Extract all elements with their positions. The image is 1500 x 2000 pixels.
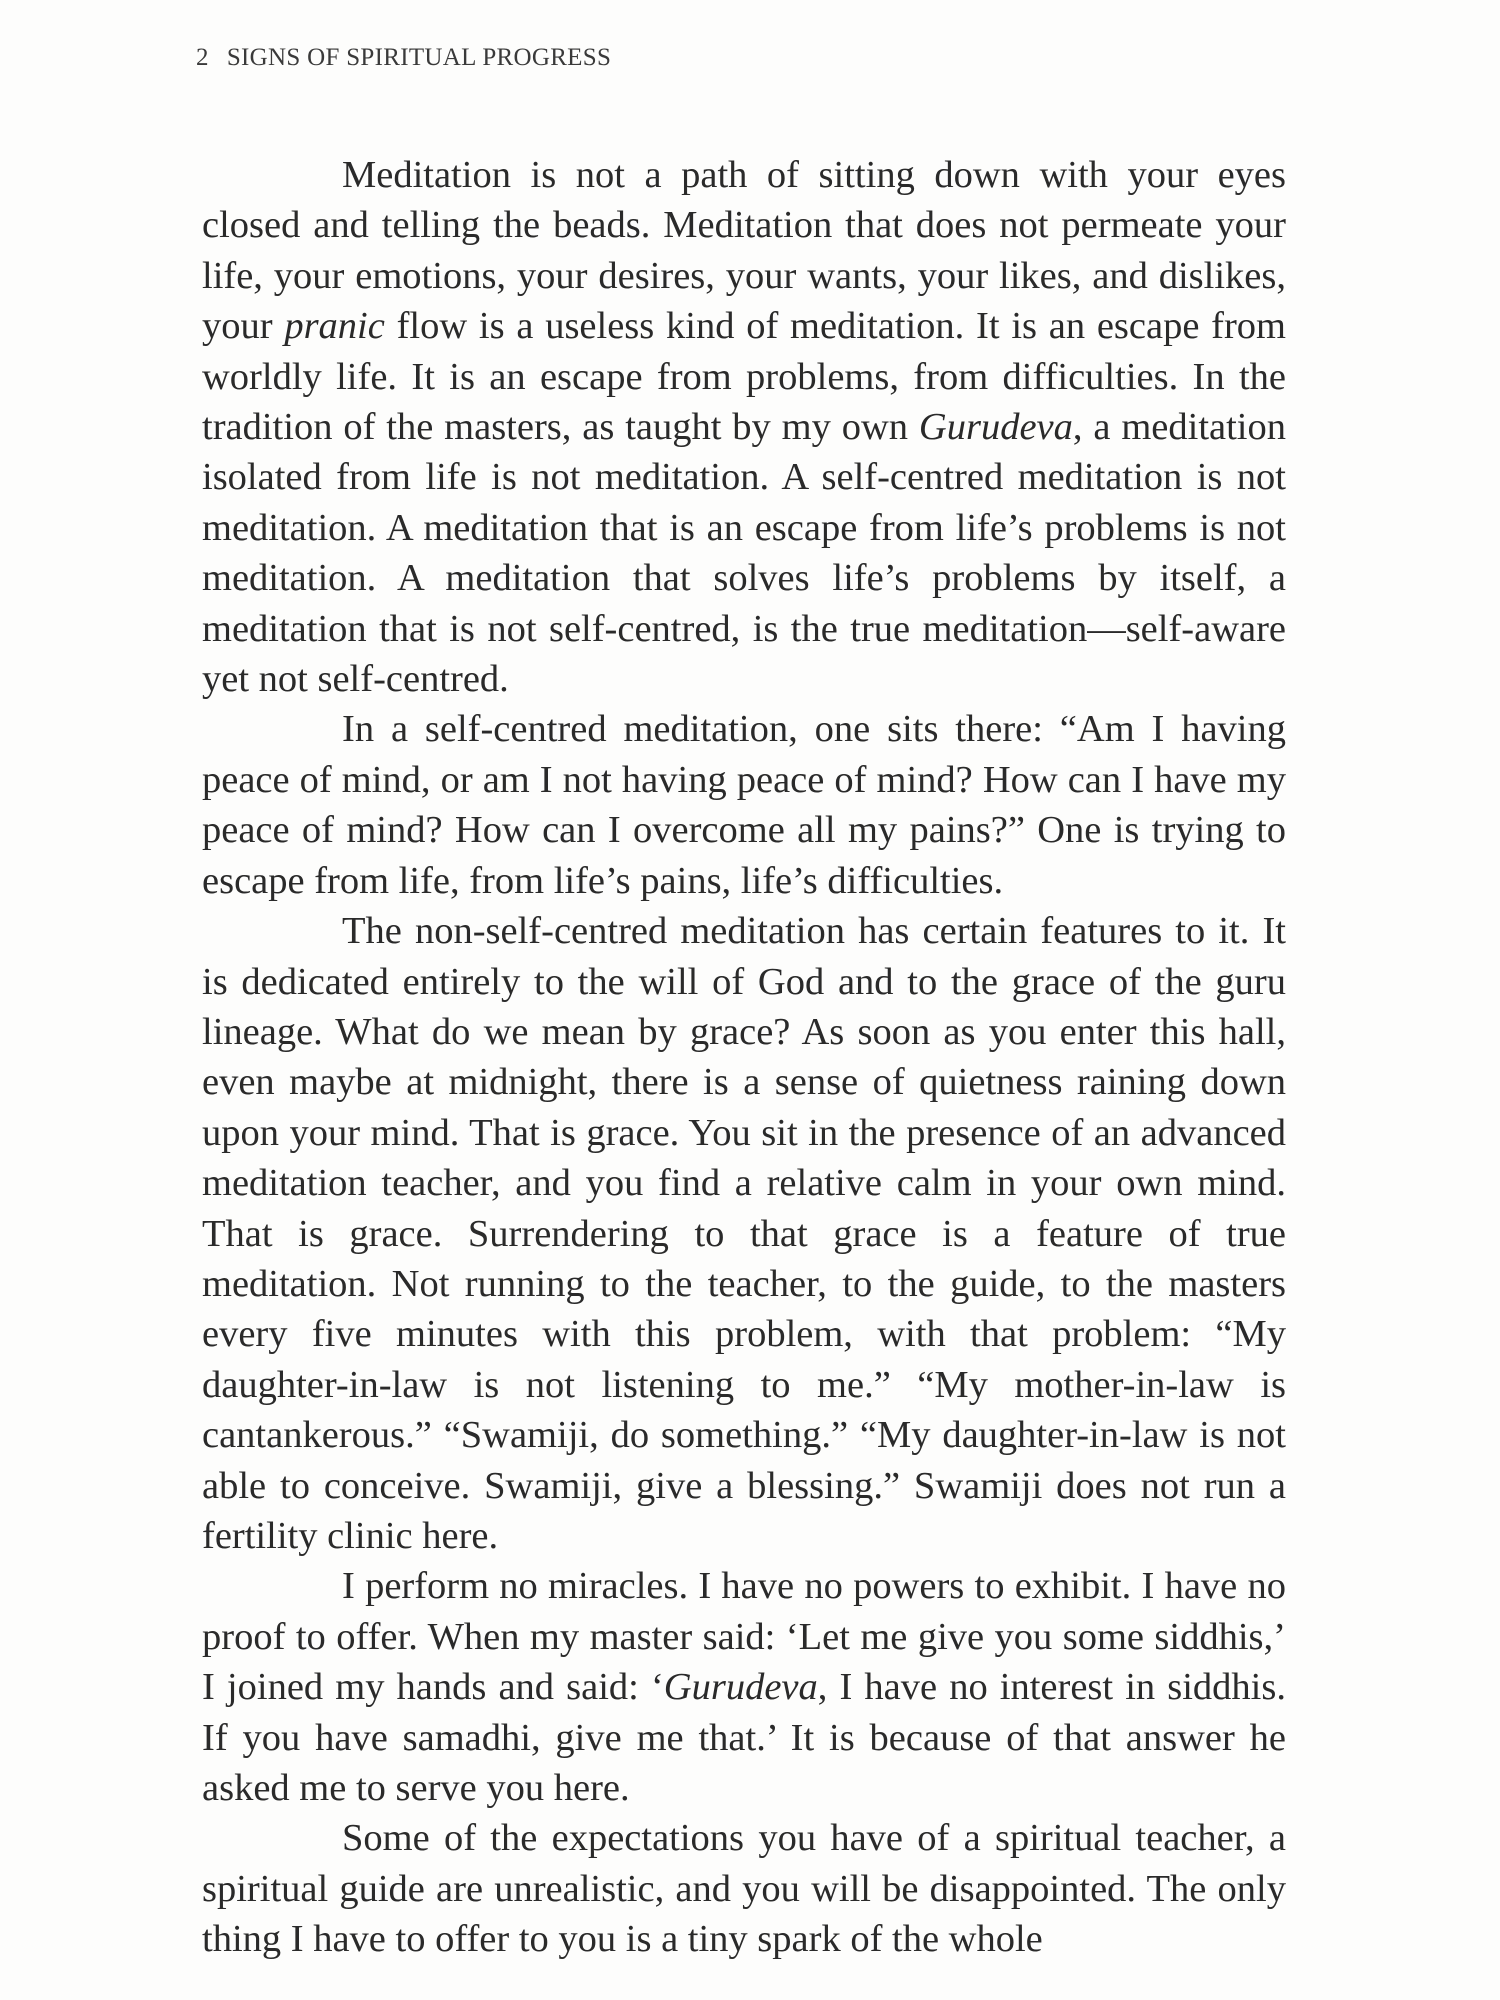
running-head <box>196 44 611 72</box>
paragraph-3: The non-self-centred meditation has certain features to it. It is dedicated entirely to the will of God and to the grace of the guru lineage. What do we mean by grace? As soon as you enter this hall, even maybe at midnight, there is a sense of quietness raining down upon your mind. That is grace. You sit in the presence of an advanced meditation teacher, and you find a relative calm in your own mind. That is grace. Surrendering to that grace is a feature of true meditation. Not running to the teacher, to the guide, to the masters every five minutes with this problem, with that problem: “My daughter-in-law is not listening to me.” “My mother-in-law is cantankerous.” “Swamiji, do something.” “My daughter-in-law is not able to conceive. Swamiji, give a blessing.” Swamiji does not run a fertility clinic here. <box>202 910 1286 1557</box>
paragraph-1-text-e: , a meditation isolated from life is not meditation. A self-centred meditation is not meditation. A meditation that is an escape from life’s problems is not meditation. A meditation that solves life’s problems by itself, a meditation that is not self-centred, is the true meditation—self-aware yet not self-centred. <box>202 406 1287 701</box>
paragraph-1 <box>202 150 1286 704</box>
paragraph-4-text-c: , I have no interest in siddhis. If you have samadhi, give me that.’ It is because of that answer he asked me to serve you here. <box>202 1666 1286 1809</box>
paragraph-1-italic-pranic: pranic <box>284 305 385 348</box>
paragraph-4-italic-gurudeva: Gurudeva <box>663 1666 818 1709</box>
running-title: SIGNS OF SPIRITUAL PROGRESS <box>226 44 612 71</box>
paragraph-2: In a self-centred meditation, one sits there: “Am I having peace of mind, or am I not having peace of mind? How can I have my peace of mind? How can I overcome all my pains?” One is trying to escape from life, from life’s pains, life’s difficulties. <box>202 708 1286 902</box>
body-text <box>202 150 1286 1965</box>
paragraph-1-italic-gurudeva: Gurudeva <box>918 406 1073 449</box>
paragraph-1-text-c: flow is a useless kind of meditation. It is an escape from worldly life. It is an escape from problems, from difficulties. In the tradition of the masters, as taught by my own <box>202 305 1286 449</box>
paragraph-4 <box>202 1561 1286 1813</box>
page-number: 2 <box>196 44 209 71</box>
paragraph-4-text-a: I perform no miracles. I have no powers to exhibit. I have no proof to offer. When my master said: ‘Let me give you some siddhis,’ I joined my hands and said: ‘ <box>202 1565 1286 1709</box>
paragraph-1-text-a: Meditation is not a path of sitting down with your eyes closed and telling the beads. Meditation that does not permeate your life, your emotions, your desires, your wants, your likes, and dislikes, your <box>202 154 1286 348</box>
paragraph-5: Some of the expectations you have of a spiritual teacher, a spiritual guide are unrealistic, and you will be disappointed. The only thing I have to offer to you is a tiny spark of the whole <box>202 1817 1286 1961</box>
